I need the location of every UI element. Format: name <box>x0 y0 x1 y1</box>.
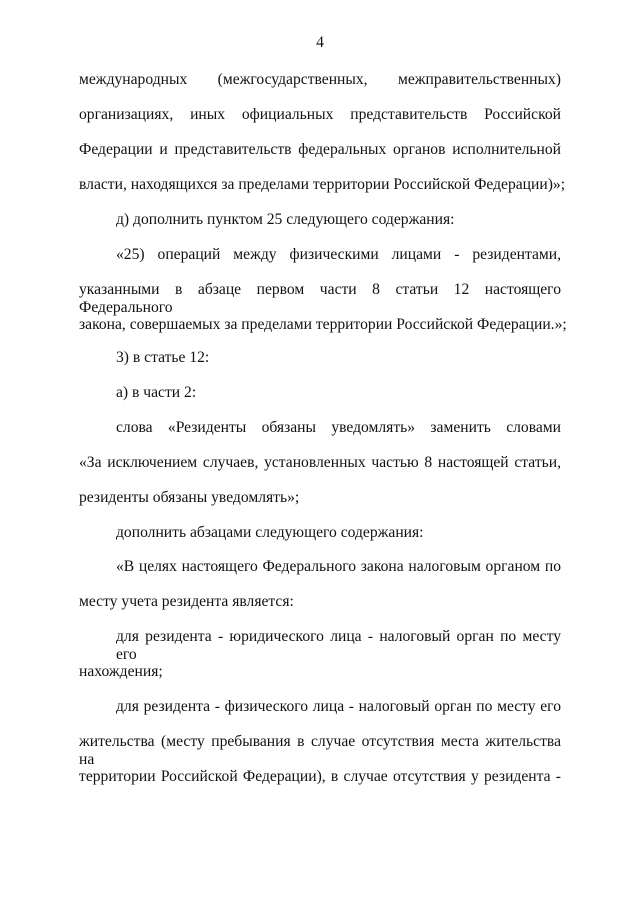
text-line: «За исключением случаев, установленных частью 8 настоящей статьи, <box>79 454 561 471</box>
text-line: а) в части 2: <box>116 384 197 401</box>
text-line: жительства (месту пребывания в случае отсутствия места жительства на <box>79 733 561 768</box>
text-line: закона, совершаемых за пределами территории Российской Федерации.»; <box>79 316 567 333</box>
page-number: 4 <box>316 34 324 51</box>
text-line: для резидента - юридического лица - налоговый орган по месту его <box>116 628 561 663</box>
text-line: указанными в абзаце первом части 8 статьи 12 настоящего Федерального <box>79 281 561 316</box>
text-line: месту учета резидента является: <box>79 593 294 610</box>
text-line: нахождения; <box>79 663 163 680</box>
text-line: «25) операций между физическими лицами - резидентами, <box>116 246 561 263</box>
text-line: для резидента - физического лица - налоговый орган по месту его <box>116 698 561 715</box>
text-line: д) дополнить пунктом 25 следующего содержания: <box>116 211 455 228</box>
text-line: Федерации и представительств федеральных органов исполнительной <box>79 141 561 158</box>
text-line: территории Российской Федерации), в случае отсутствия у резидента - <box>79 768 561 785</box>
text-line: дополнить абзацами следующего содержания: <box>116 524 424 541</box>
text-line: 3) в статье 12: <box>116 349 210 366</box>
text-line: «В целях настоящего Федерального закона налоговым органом по <box>116 558 561 575</box>
text-line: организациях, иных официальных представительств Российской <box>79 106 561 123</box>
text-line: резиденты обязаны уведомлять»; <box>79 489 300 506</box>
text-line: международных (межгосударственных, межправительственных) <box>79 71 561 88</box>
text-line: власти, находящихся за пределами территории Российской Федерации)»; <box>79 176 566 193</box>
text-line: слова «Резиденты обязаны уведомлять» заменить словами <box>116 419 561 436</box>
